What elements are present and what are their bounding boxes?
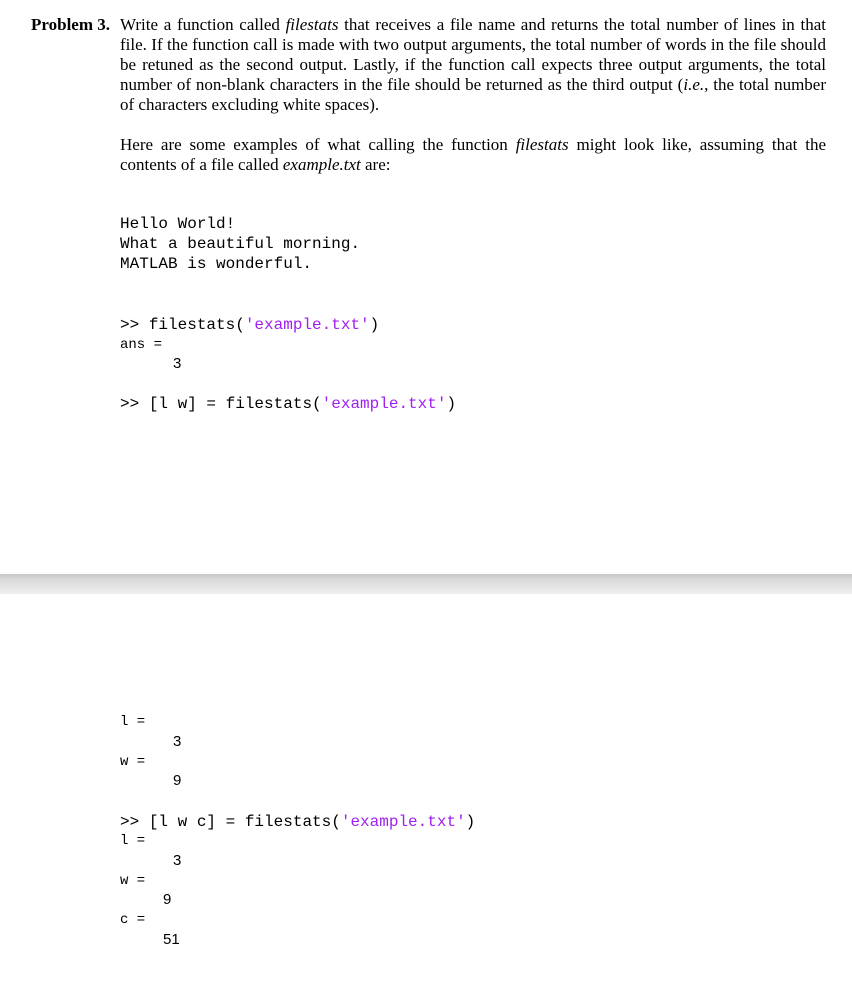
file-line-2: What a beautiful morning. [120,235,361,253]
example-2-command [120,394,456,414]
l-value: 3 [173,852,182,869]
prompt: >> [120,813,149,831]
prompt: >> [120,395,149,413]
call-text: [l w c] = filestats( [148,813,341,831]
example-3-command [120,812,475,832]
file-line-1: Hello World! [120,215,236,233]
ans-label: ans = [120,337,163,353]
problem-label: Problem 3. [31,15,111,34]
example-1-command [120,315,379,335]
p1-text-b: that receives a file name and returns the total number of lines in that file. If the function call is made with two output arguments, the total number of words in the file should be retuned as the second output. Lastly, if the function call expects three output arguments, the total number of non-blank characters in the file should be returned as the third output ( [120,15,826,94]
file-line-3: MATLAB is wonderful. [120,255,313,273]
w-value: 9 [173,772,182,789]
problem-paragraph-2 [120,135,826,175]
c-label: c = [120,912,146,928]
call-text: filestats( [148,316,245,334]
w-label: w = [120,754,146,770]
l-value: 3 [173,733,182,750]
function-name: filestats [515,135,569,154]
page-separator [0,574,852,594]
page-bottom [0,594,852,981]
ans-value: 3 [173,355,182,372]
w-value: 9 [163,891,172,908]
l-label: l = [120,714,146,730]
close-paren: ) [446,395,457,413]
p1-text-a: Write a function called [120,15,286,34]
string-arg: 'example.txt' [340,813,466,831]
c-value: 51 [163,931,180,948]
string-arg: 'example.txt' [321,395,447,413]
close-paren: ) [465,813,476,831]
call-text: [l w] = filestats( [148,395,322,413]
p2-text-a: Here are some examples of what calling the function [120,135,516,154]
ie-abbrev: i.e. [683,75,705,94]
problem-paragraph-1 [120,15,826,115]
close-paren: ) [369,316,380,334]
p1-text-c: , the total number of characters excluding white spaces). [120,75,826,114]
prompt: >> [120,316,149,334]
p2-text-c: are: [360,155,391,174]
file-name: example.txt [282,155,361,174]
function-name: filestats [285,15,339,34]
string-arg: 'example.txt' [244,316,370,334]
w-label: w = [120,873,146,889]
p2-text-b: might look like, assuming that the contents of a file called [120,135,826,174]
l-label: l = [120,833,146,849]
